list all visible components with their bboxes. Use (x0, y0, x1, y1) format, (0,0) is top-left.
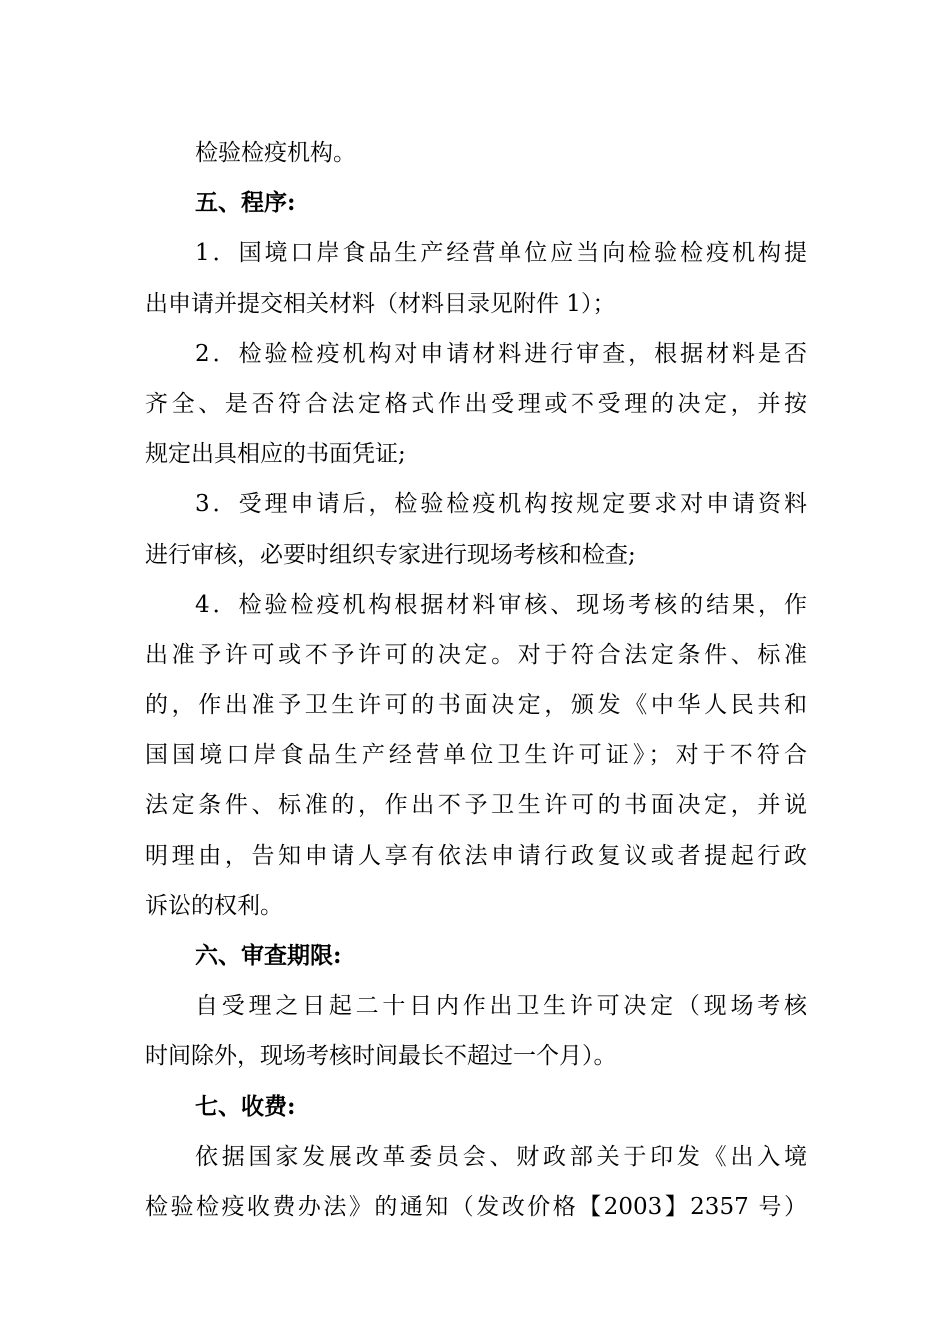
document-body (145, 128, 807, 1232)
paragraph-line: 的，作出准予卫生许可的书面决定，颁发《中华人民共和 (145, 692, 807, 719)
paragraph-line: 齐全、是否符合法定格式作出受理或不受理的决定，并按 (145, 390, 807, 417)
section-heading-review-period: 六、审查期限: (195, 942, 342, 969)
paragraph-line: 自受理之日起二十日内作出卫生许可决定（现场考核 (195, 993, 807, 1020)
paragraph-line: 1．国境口岸食品生产经营单位应当向检验检疫机构提 (195, 240, 807, 267)
section-heading-procedure: 五、程序: (195, 189, 296, 217)
paragraph-line: 2．检验检疫机构对申请材料进行审查，根据材料是否 (195, 340, 807, 367)
paragraph-line: 法定条件、标准的，作出不予卫生许可的书面决定，并说 (145, 792, 807, 819)
paragraph-line: 明理由，告知申请人享有依法申请行政复议或者提起行政 (145, 842, 807, 869)
paragraph-line: 检验检疫收费办法》的通知（发改价格【2003】2357 号） (145, 1193, 807, 1220)
paragraph-line: 规定出具相应的书面凭证; (145, 441, 406, 468)
paragraph-line: 诉讼的权利。 (145, 892, 283, 919)
paragraph-line: 时间除外，现场考核时间最长不超过一个月）。 (145, 1043, 617, 1070)
section-heading-fees: 七、收费: (195, 1092, 296, 1120)
paragraph-line: 进行审核，必要时组织专家进行现场考核和检查; (145, 541, 636, 568)
paragraph-line: 4．检验检疫机构根据材料审核、现场考核的结果，作 (195, 591, 807, 618)
paragraph-line: 依据国家发展改革委员会、财政部关于印发《出入境 (195, 1143, 807, 1170)
paragraph-line: 3．受理申请后，检验检疫机构按规定要求对申请资料 (195, 491, 807, 518)
paragraph-line: 出申请并提交相关材料（材料目录见附件 1）； (145, 290, 616, 317)
paragraph-line: 出准予许可或不予许可的决定。对于符合法定条件、标准 (145, 641, 807, 668)
paragraph-line: 国国境口岸食品生产经营单位卫生许可证》；对于不符合 (145, 742, 807, 769)
paragraph-line: 检验检疫机构。 (195, 140, 356, 166)
